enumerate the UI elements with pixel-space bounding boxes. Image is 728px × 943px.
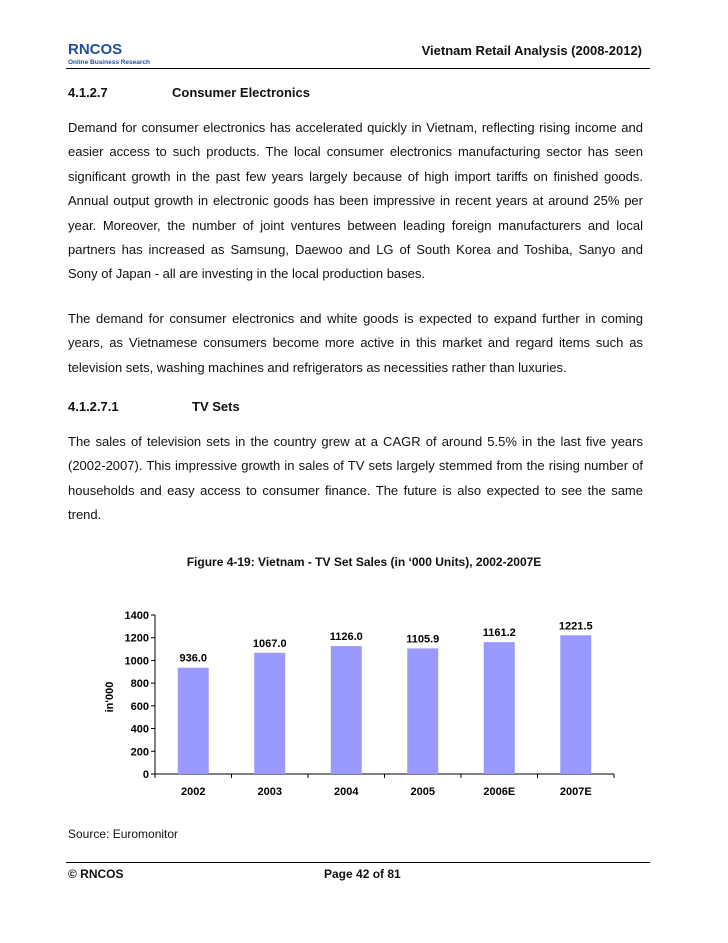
bar (254, 653, 285, 774)
subsection-title: TV Sets (192, 399, 240, 415)
x-tick-label: 2004 (334, 785, 359, 798)
y-axis-label: in'000 (104, 681, 116, 713)
paragraph: The demand for consumer electronics and white goods is expected to expand further in coming years, as Vietnamese consumers become more active in this market and regard items such as television sets, washing machines and refrigerators as necessities rather than luxuries. (68, 310, 643, 375)
bar (560, 635, 591, 774)
source-note: Source: Euromonitor (68, 826, 179, 841)
data-label: 1126.0 (329, 630, 363, 643)
brand-logo: RNCOS (68, 41, 123, 58)
y-tick-label: 0 (142, 768, 149, 781)
data-label: 936.0 (179, 652, 208, 665)
bar (407, 648, 438, 774)
x-tick-label: 2007E (559, 785, 592, 798)
y-tick-label: 800 (130, 677, 149, 690)
x-tick-label: 2005 (410, 785, 435, 798)
page-body (68, 84, 643, 842)
bar (484, 642, 515, 774)
document-title: Vietnam Retail Analysis (2008-2012) (421, 43, 642, 58)
x-tick-label: 2003 (257, 785, 282, 798)
data-label: 1221.5 (558, 619, 593, 632)
section-heading (68, 84, 643, 102)
bar (178, 667, 209, 773)
y-tick-label: 1400 (124, 609, 149, 622)
bar-chart (0, 584, 728, 804)
data-label: 1067.0 (252, 637, 287, 650)
subsection-heading (68, 398, 643, 416)
y-tick-label: 1200 (124, 632, 149, 645)
page-number: Page 42 of 81 (324, 867, 401, 881)
y-tick-label: 1000 (124, 655, 149, 668)
y-tick-label: 600 (130, 700, 149, 713)
subsection-number: 4.1.2.7.1 (68, 399, 119, 415)
data-label: 1161.2 (482, 626, 516, 639)
footer-rule (66, 862, 650, 863)
footer-copyright: © RNCOS (68, 867, 124, 881)
brand-tagline: Online Business Research (68, 59, 151, 66)
paragraph: Demand for consumer electronics has accelerated quickly in Vietnam, reflecting rising income and easier access to such products. The local consumer electronics manufacturing sector has seen significant growth in the past few years largely because of high import tariffs on finished goods. Annual output growth in electronic goods has been impressive in recent years at around 25% per year. Moreover, the number of joint ventures between leading foreign manufacturers and local partners has increased as Samsung, Daewoo and LG of South Korea and Toshiba, Sanyo and Sony of Japan - all are investing in the local production bases. (68, 120, 643, 282)
y-tick-label: 200 (130, 745, 149, 758)
y-tick-label: 400 (130, 723, 149, 736)
figure-title: Figure 4-19: Vietnam - TV Set Sales (in ‘000 Units), 2002-2007E (186, 554, 542, 569)
header-rule (66, 68, 650, 69)
x-tick-label: 2006E (483, 785, 516, 798)
paragraph: The sales of television sets in the country grew at a CAGR of around 5.5% in the last five years (2002-2007). This impressive growth in sales of TV sets largely stemmed from the rising number of households and easy access to consumer finance. The future is also expected to see the same trend. (68, 434, 643, 523)
bar (331, 646, 362, 774)
x-tick-label: 2002 (181, 785, 206, 798)
section-title: Consumer Electronics (172, 85, 310, 100)
section-number: 4.1.2.7 (68, 85, 108, 100)
data-label: 1105.9 (406, 633, 440, 646)
